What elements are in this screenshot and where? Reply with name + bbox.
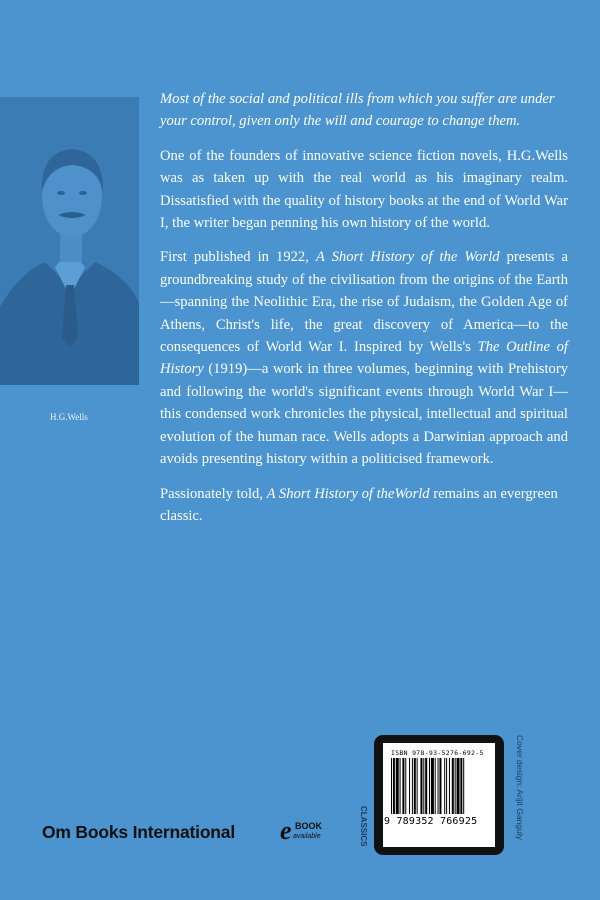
barcode-bar <box>439 758 441 814</box>
ebook-e: e <box>280 816 292 845</box>
category-label: CLASSICS <box>359 806 368 847</box>
barcode-bar <box>449 758 450 814</box>
barcode-bar <box>446 758 447 814</box>
barcode-bar <box>457 758 460 814</box>
barcode-digits: 9 789352 766925 <box>384 816 478 827</box>
barcode-bar <box>423 758 424 814</box>
barcode-bar <box>435 758 436 814</box>
barcode-bar <box>405 758 406 814</box>
barcode-bar <box>444 758 445 814</box>
barcode-bar <box>400 758 401 814</box>
website-url: www.ombooksinternational.com <box>395 838 483 845</box>
barcode-bar <box>420 758 422 814</box>
barcode-bar <box>402 758 404 814</box>
text-span: remains an evergreen classic. <box>160 485 558 524</box>
text-span: First published in 1922, <box>160 249 316 266</box>
ebook-available: available <box>293 833 321 840</box>
publisher-logo: Om Books International <box>42 822 235 842</box>
author-quote: Most of the social and political ills from which you suffer are under your control, given only the will and courage to change them. <box>160 91 555 130</box>
text-span: presents a groundbreaking study of the civilisation from the origins of the Earth—spanning the Neolithic Era, the rise of Judaism, the Golden Age of Athens, Christ's life, the great discovery of America—to the consequences of World War I. Inspired by Wells's <box>160 249 568 356</box>
barcode-bar <box>393 758 395 814</box>
barcode-bar <box>412 758 413 814</box>
barcode-bar <box>391 758 392 814</box>
barcode-bar <box>438 758 439 814</box>
barcode-bar <box>452 758 454 814</box>
barcode-bar <box>455 758 456 814</box>
book-title: A Short History of the World <box>315 249 500 266</box>
book-title: The Outline of History <box>160 339 568 378</box>
barcode-bar <box>460 758 462 814</box>
cover-design-credit: Cover design: Arijit Ganguly <box>515 735 525 840</box>
blurb-paragraph-1: One of the founders of innovative science fiction novels, H.G.Wells was as taken up with the real world as his imaginary realm. Dissatisfied with the quality of history books at the end of World War I, the writer began penning his own history of the world. <box>160 147 568 232</box>
barcode-bar <box>463 758 464 814</box>
barcode-bar <box>414 758 416 814</box>
ebook-logo <box>280 818 322 848</box>
text-span: (1919)—a work in three volumes, beginning with Prehistory and following the world's significant events through World War I—this condensed work chronicles the physical, intellectual and spiritual evolution of the human race. Wells adopts a Darwinian approach and avoids presenting history within a politicised framework. <box>160 361 568 468</box>
blurb-paragraph-2 <box>160 246 568 470</box>
portrait-caption: H.G.Wells <box>50 412 88 422</box>
barcode-bar <box>425 758 427 814</box>
barcode-bar <box>417 758 418 814</box>
blurb <box>160 88 568 539</box>
author-portrait <box>0 97 139 385</box>
book-title: A Short History of theWorld <box>266 485 430 502</box>
barcode-bar <box>396 758 399 814</box>
barcode-bars <box>391 758 489 814</box>
blurb-paragraph-3 <box>160 483 568 528</box>
isbn-text: ISBN 978-93-5276-692-5 <box>391 749 484 757</box>
barcode-bar <box>431 758 434 814</box>
text-span: Passionately told, <box>160 485 267 502</box>
barcode-bar <box>409 758 410 814</box>
ebook-book: BOOK <box>295 821 322 831</box>
barcode-bar <box>429 758 430 814</box>
